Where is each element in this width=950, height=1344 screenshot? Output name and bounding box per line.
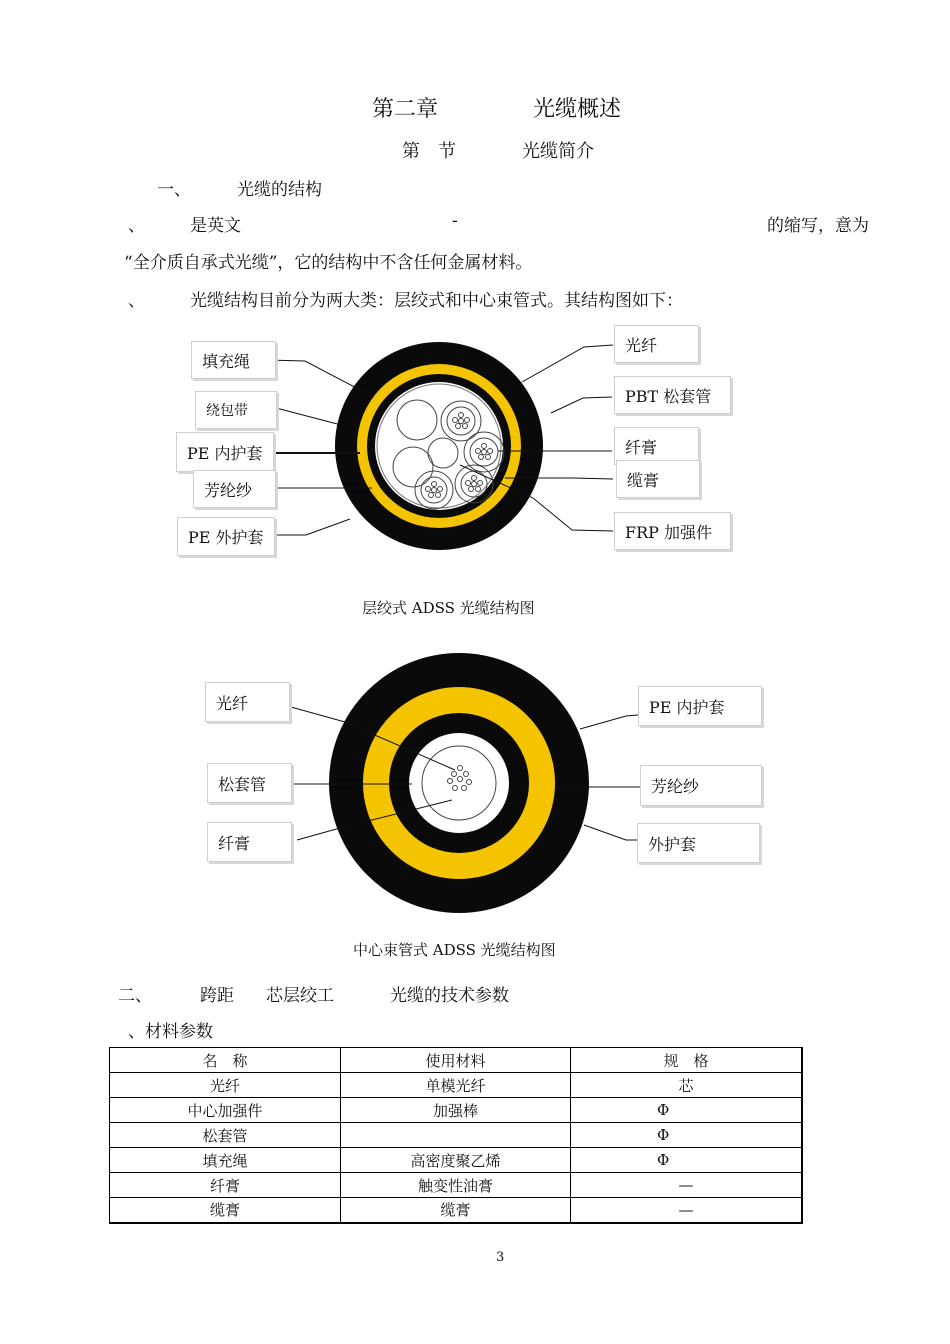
para1-text-b: 的缩写，意为 [767,216,869,236]
subsection-title: 光缆的结构 [237,180,322,200]
label-loose-tube-2: 松套管 [207,763,292,803]
label-pe-outer-sheath: PE 外护套 [177,517,275,556]
loose-tube-2 [409,733,509,833]
para2-marker: 、 [128,291,145,311]
label-aramid-yarn-2: 芳纶纱 [640,765,762,806]
table-cell: 缆膏 [341,1198,571,1223]
section2-number: 二、 [118,986,152,1006]
table-cell: — [571,1198,803,1223]
table-cell: 填充绳 [110,1148,341,1173]
label-wrap-tape: 绕包带 [195,391,277,429]
table-row [110,1173,803,1198]
label-aramid-yarn: 芳纶纱 [193,470,276,508]
table-cell: 光纤 [110,1073,341,1098]
label-pbt-loose-tube: PBT 松套管 [614,376,731,414]
table-cell: Φ [571,1098,803,1123]
page-number: 3 [496,1250,505,1265]
para1-dash: - [452,211,458,231]
table-row [110,1198,803,1223]
table-row [110,1148,803,1173]
label-fiber-gel: 纤膏 [614,427,699,465]
table-cell: 加强棒 [341,1098,571,1123]
table-header-row [110,1048,803,1073]
diagram2-caption: 中心束管式 ADSS 光缆结构图 [353,941,556,959]
label-fill-rope: 填充绳 [191,341,276,379]
table-cell: Φ [571,1148,803,1173]
table-cell: — [571,1173,803,1198]
para1-marker: 、 [128,216,145,236]
label-outer-sheath-2: 外护套 [637,823,760,863]
material-table [109,1047,803,1224]
stranded-cable-cross-section [267,342,613,550]
label-frp-strength-member: FRP 加强件 [614,512,731,550]
subsection-number: 一、 [157,180,191,200]
material-params-heading: 、材料参数 [128,1022,213,1042]
table-row [110,1098,803,1123]
table-header: 规 格 [571,1048,803,1073]
chapter-number: 第二章 [372,97,439,122]
table-cell: Φ [571,1123,803,1148]
para1-line2: “全介质自承式光缆”，它的结构中不含任何金属材料。 [124,253,533,273]
label-pe-inner-sheath-2: PE 内护套 [638,686,762,726]
label-fiber: 光纤 [614,325,699,363]
diagram1-caption: 层绞式 ADSS 光缆结构图 [362,599,535,617]
central-tube-cable-cross-section [291,653,640,913]
para1-text-a: 是英文 [190,216,241,236]
table-cell: 高密度聚乙烯 [341,1148,571,1173]
table-cell: 松套管 [110,1123,341,1148]
section2-word-span: 跨距 [200,986,234,1006]
table-cell: 缆膏 [110,1198,341,1223]
label-cable-gel: 缆膏 [616,460,700,498]
label-pe-inner-sheath: PE 内护套 [176,432,274,472]
table-cell: 中心加强件 [110,1098,341,1123]
table-header: 使用材料 [341,1048,571,1073]
table-cell: 单模光纤 [341,1073,571,1098]
chapter-title: 光缆概述 [533,97,622,122]
table-header: 名 称 [110,1048,341,1073]
label-fiber-gel-2: 纤膏 [207,822,292,862]
table-row [110,1073,803,1098]
section-title: 光缆简介 [522,141,594,162]
label-fiber-2: 光纤 [205,682,290,722]
section2-word-core: 芯层绞工 [266,986,334,1006]
section2-title: 光缆的技术参数 [390,986,509,1006]
section-number: 第 节 [402,141,456,162]
table-row [110,1123,803,1148]
para2-text: 光缆结构目前分为两大类：层绞式和中心束管式。其结构图如下： [190,291,683,311]
table-cell: 纤膏 [110,1173,341,1198]
table-cell [341,1123,571,1148]
table-cell: 触变性油膏 [341,1173,571,1198]
table-cell: 芯 [571,1073,803,1098]
